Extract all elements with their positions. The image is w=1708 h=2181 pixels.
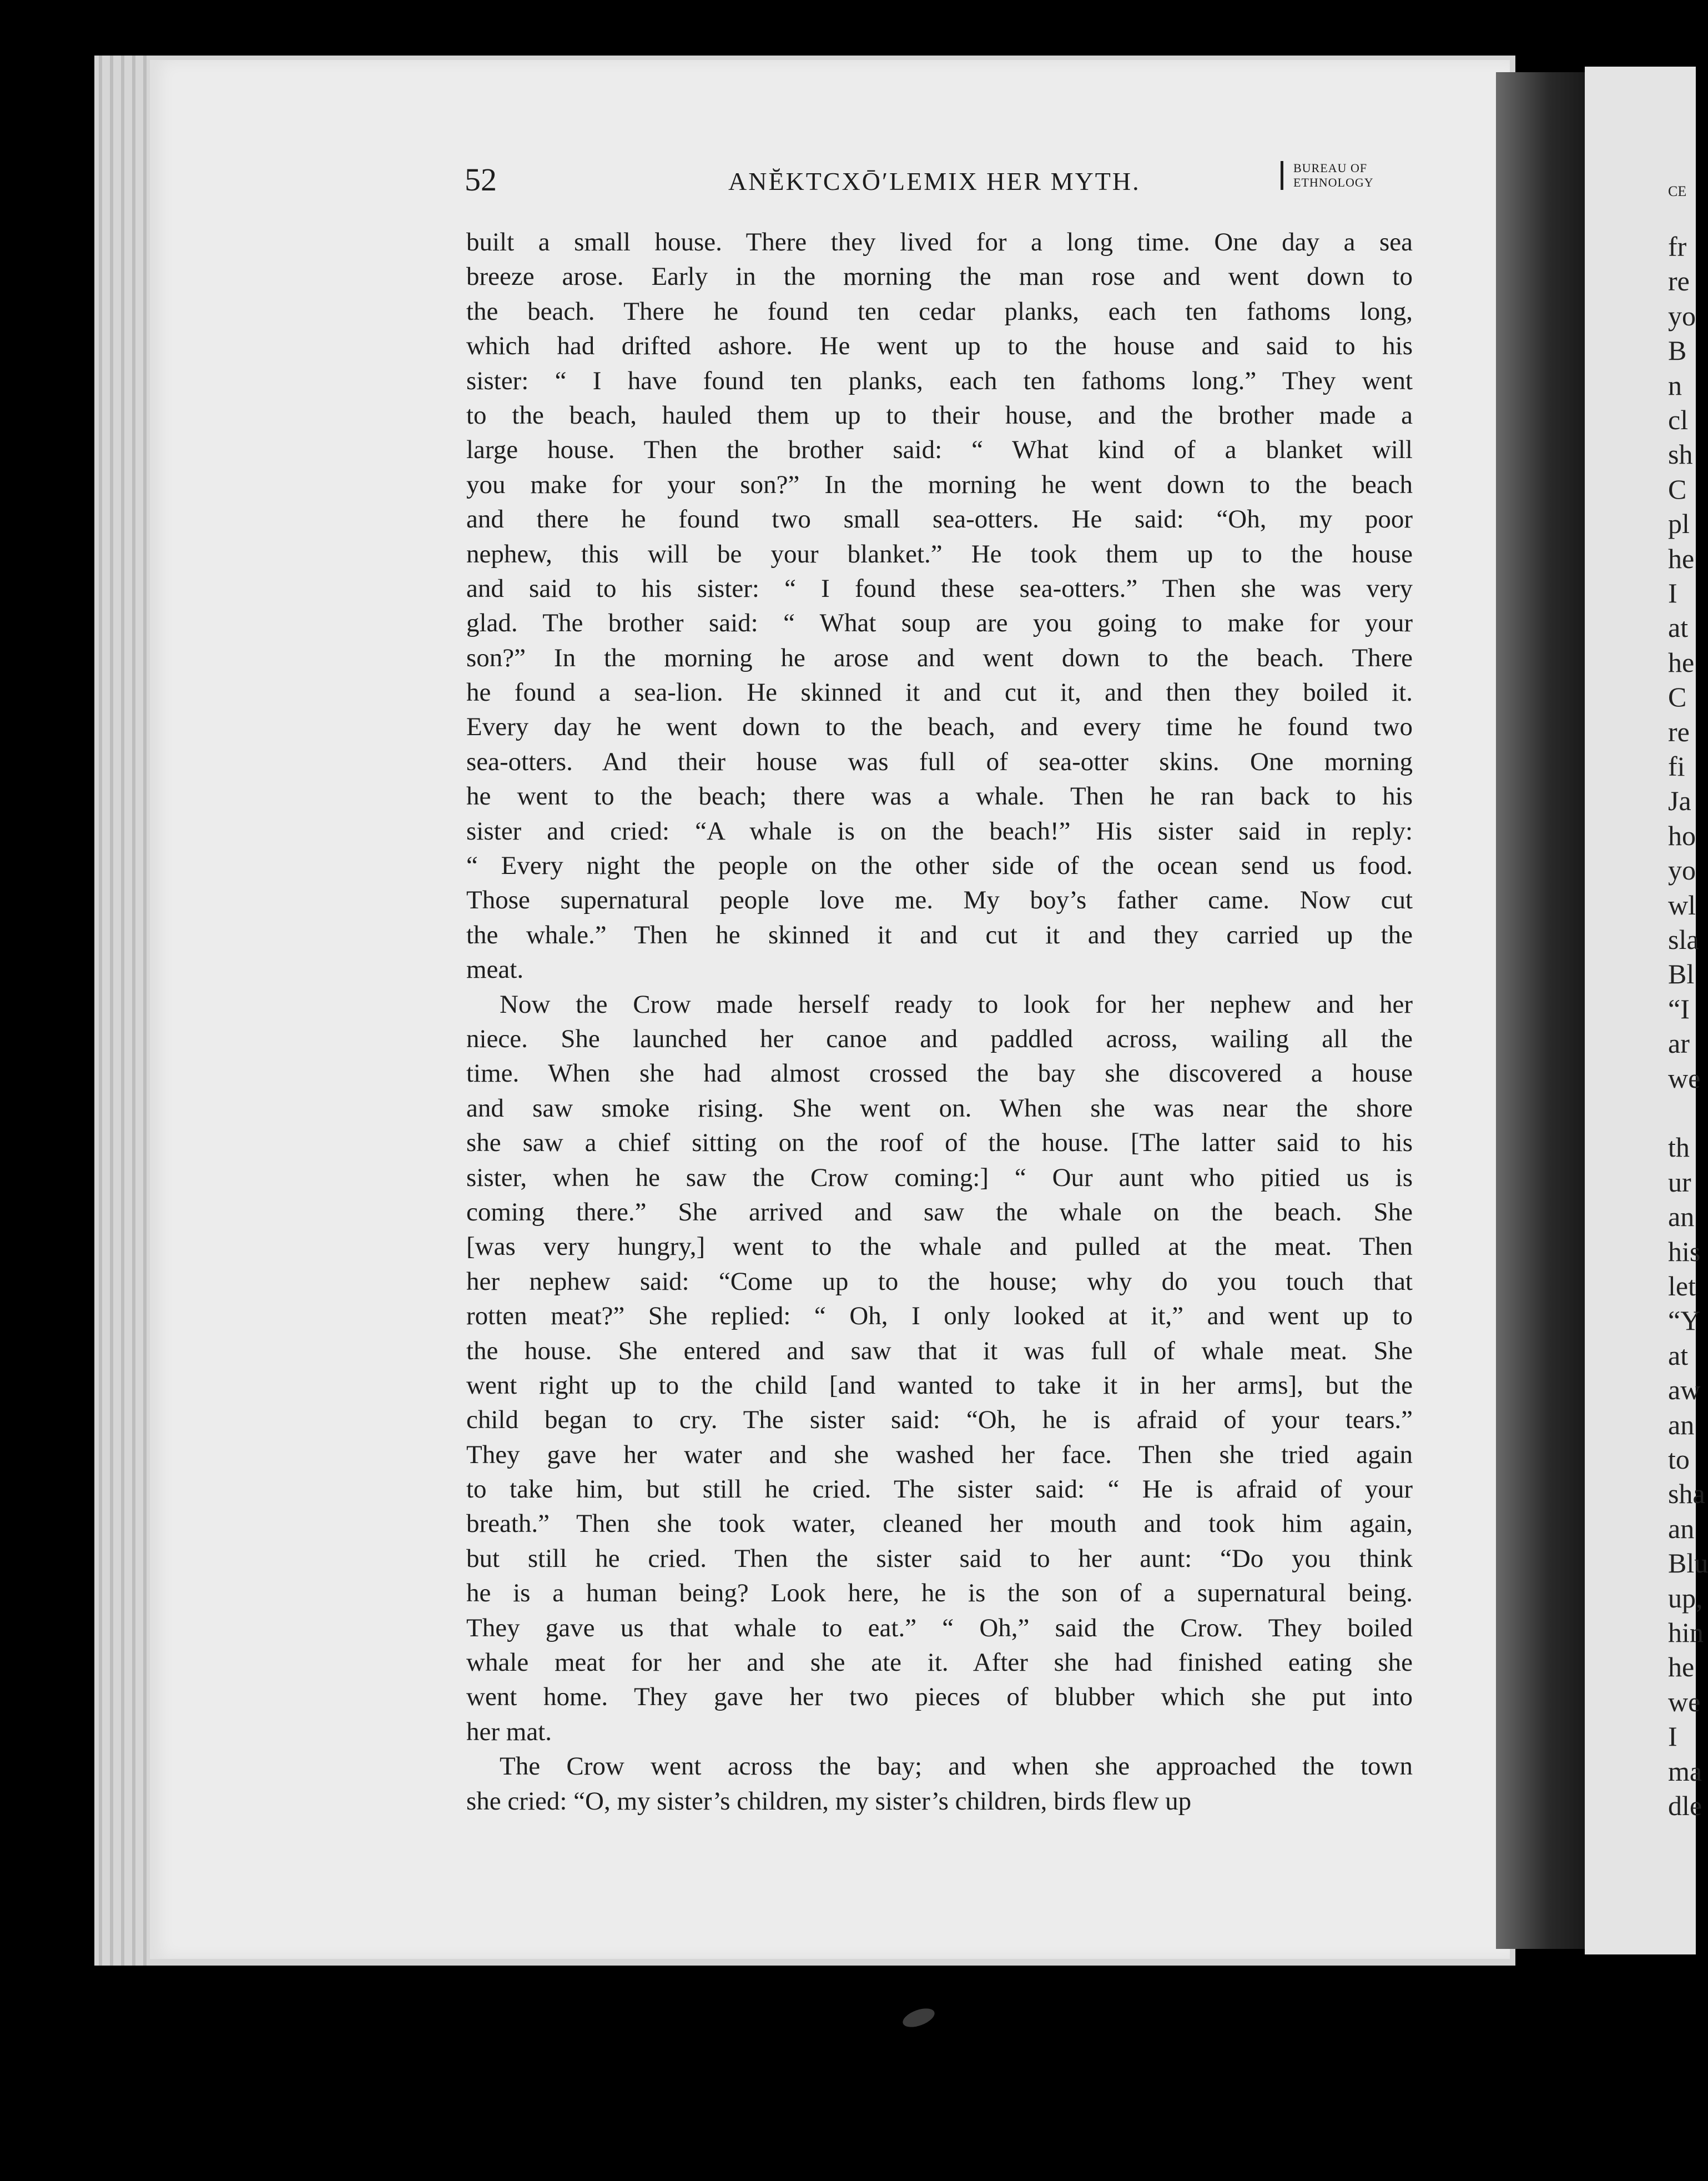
page-edge-line — [110, 56, 113, 1966]
facing-page-fragment: ma — [1668, 1755, 1702, 1787]
facing-page-fragment: sh — [1668, 439, 1693, 470]
facing-page-fragment: Blu — [1668, 1547, 1708, 1579]
text-line: meat. — [466, 955, 524, 984]
facing-page-fragment: re — [1668, 716, 1690, 747]
text-line: and there he found two small sea-otters. He said: “Oh, my poor — [466, 505, 1413, 534]
facing-page-fragment: at — [1668, 1339, 1689, 1371]
facing-page-fragment: ar — [1668, 1028, 1690, 1059]
text-line: “ Every night the people on the other side of the ocean send us food. — [466, 851, 1413, 881]
facing-page-fragment: I — [1668, 1721, 1677, 1752]
text-line: [was very hungry,] went to the whale and pulled at the meat. Then — [466, 1232, 1413, 1262]
facing-page-fragment: th — [1668, 1132, 1690, 1163]
facing-page-fragment: I — [1668, 577, 1677, 609]
text-line: he found a sea-lion. He skinned it and cut it, and then they boiled it. — [466, 678, 1413, 707]
text-line: her nephew said: “Come up to the house; why do you touch that — [466, 1267, 1413, 1296]
text-line: but still he cried. Then the sister said to her aunt: “Do you think — [466, 1544, 1413, 1573]
body-text — [466, 225, 1413, 1818]
facing-page-fragment: fr — [1668, 231, 1687, 262]
text-line: glad. The brother said: “ What soup are you going to make for your — [466, 609, 1413, 638]
facing-page-fragment: C — [1668, 681, 1687, 713]
text-line: went right up to the child [and wanted to take it in her arms], but the — [466, 1370, 1413, 1400]
facing-page-fragment: “I — [1668, 993, 1690, 1024]
facing-page-fragment: “Y — [1668, 1305, 1701, 1336]
text-line: sister and cried: “A whale is on the beach!” His sister said in reply: — [466, 816, 1413, 846]
ink-smudge — [900, 2005, 937, 2031]
facing-page-fragment: let — [1668, 1270, 1696, 1301]
text-line: The Crow went across the bay; and when she approached the town — [500, 1752, 1413, 1781]
text-line: and said to his sister: “ I found these sea-otters.” Then she was very — [466, 574, 1413, 603]
running-title: ANĔKTCXŌ′LEMIX HER MYTH. — [728, 167, 1141, 195]
text-line: the beach. There he found ten cedar planks, each ten fathoms long, — [466, 297, 1413, 326]
facing-page-fragment: B — [1668, 335, 1687, 366]
facing-page-fragment: ho — [1668, 820, 1696, 851]
text-line: sister, when he saw the Crow coming:] “ Our aunt who pitied us is — [466, 1163, 1413, 1192]
facing-page-fragment: CE — [1668, 183, 1687, 199]
text-line: nephew, this will be your blanket.” He took them up to the house — [466, 539, 1413, 569]
text-line: large house. Then the brother said: “ What kind of a blanket will — [466, 435, 1413, 465]
text-line: built a small house. There they lived for a long time. One day a sea — [466, 228, 1413, 257]
facing-page-fragment: pl — [1668, 508, 1690, 540]
text-line: Every day he went down to the beach, and every time he found two — [466, 712, 1413, 742]
text-line: he went to the beach; there was a whale. Then he ran back to his — [466, 782, 1413, 811]
facing-page-fragment: to — [1668, 1444, 1690, 1475]
text-line: child began to cry. The sister said: “Oh, he is afraid of your tears.” — [466, 1405, 1413, 1435]
facing-page-fragment: he — [1668, 542, 1695, 574]
text-line: and saw smoke rising. She went on. When she was near the shore — [466, 1093, 1413, 1123]
text-line: niece. She launched her canoe and paddled across, wailing all the — [466, 1024, 1413, 1053]
text-line: They gave her water and she washed her face. Then she tried again — [466, 1440, 1413, 1469]
text-line: sea-otters. And their house was full of sea-otter skins. One morning — [466, 747, 1413, 776]
text-line: to take him, but still he cried. The sister said: “ He is afraid of your — [466, 1475, 1413, 1504]
facing-page-fragment: at — [1668, 612, 1689, 644]
text-line: her mat. — [466, 1717, 552, 1746]
gutter-shadow — [1496, 72, 1585, 1949]
facing-page-fragment: an — [1668, 1201, 1695, 1233]
text-line: went home. They gave her two pieces of blubber which she put into — [466, 1682, 1413, 1712]
page-header — [465, 161, 1411, 211]
facing-page-fragment: wl — [1668, 889, 1696, 921]
facing-page-fragment: fi — [1668, 751, 1685, 782]
facing-page-fragment: sha — [1668, 1478, 1705, 1510]
text-line: you make for your son?” In the morning he went down to the beach — [466, 470, 1413, 499]
text-line: the house. She entered and saw that it was full of whale meat. She — [466, 1336, 1413, 1365]
facing-page-fragment: he — [1668, 1651, 1695, 1683]
facing-page-fragment: an — [1668, 1512, 1695, 1544]
text-line: time. When she had almost crossed the bay she discovered a house — [466, 1059, 1413, 1088]
facing-page-fragment: yo — [1668, 855, 1696, 886]
text-line: coming there.” She arrived and saw the whale on the beach. She — [466, 1197, 1413, 1227]
page-edge-line — [121, 56, 124, 1966]
page-edge-line — [143, 56, 147, 1966]
facing-page-fragment: his — [1668, 1235, 1701, 1267]
text-line: Now the Crow made herself ready to look for her nephew and her — [500, 989, 1413, 1019]
facing-page-fragment: aw — [1668, 1374, 1701, 1406]
text-line: he is a human being? Look here, he is the son of a supernatural being. — [466, 1579, 1413, 1608]
facing-page-fragment: yo — [1668, 300, 1696, 331]
facing-page-fragment: sla — [1668, 924, 1699, 955]
bureau-line-2: ETHNOLOGY — [1293, 175, 1374, 189]
text-line: son?” In the morning he arose and went down to the beach. There — [466, 643, 1413, 672]
page-number: 52 — [465, 162, 497, 198]
facing-page-fragment: we — [1668, 1686, 1701, 1717]
bureau-note — [1281, 161, 1374, 190]
text-line: the whale.” Then he skinned it and cut it and they carried up the — [466, 920, 1413, 949]
facing-page-fragment: he — [1668, 646, 1695, 678]
facing-page-fragment: hin — [1668, 1617, 1704, 1648]
text-line: she cried: “O, my sister’s children, my sister’s children, birds flew up — [466, 1786, 1192, 1816]
text-line: Those supernatural people love me. My boy’s father came. Now cut — [466, 886, 1413, 915]
text-line: breeze arose. Early in the morning the man rose and went down to — [466, 262, 1413, 292]
page-edge-line — [99, 56, 102, 1966]
facing-page — [1585, 67, 1708, 1954]
text-line: to the beach, hauled them up to their house, and the brother made a — [466, 400, 1413, 430]
page-edge-line — [132, 56, 135, 1966]
facing-page-fragment: C — [1668, 473, 1687, 505]
text-line: whale meat for her and she ate it. After she had finished eating she — [466, 1648, 1413, 1677]
facing-page-fragment: an — [1668, 1409, 1695, 1440]
facing-page-fragment: dle — [1668, 1790, 1702, 1821]
text-line: breath.” Then she took water, cleaned her mouth and took him again, — [466, 1509, 1413, 1539]
facing-page-fragment: ur — [1668, 1166, 1691, 1198]
bureau-line-1: BUREAU OF — [1293, 161, 1368, 175]
facing-page-fragment: cl — [1668, 404, 1689, 435]
facing-page-fragment: re — [1668, 265, 1690, 297]
text-line: which had drifted ashore. He went up to the house and said to his — [466, 331, 1413, 361]
facing-page-fragment: Bl — [1668, 958, 1695, 990]
text-line: she saw a chief sitting on the roof of the house. [The latter said to his — [466, 1128, 1413, 1158]
facing-page-fragment: n — [1668, 369, 1682, 401]
facing-page-fragment: we — [1668, 1062, 1701, 1094]
text-line: They gave us that whale to eat.” “ Oh,” said the Crow. They boiled — [466, 1613, 1413, 1642]
text-line: sister: “ I have found ten planks, each ten fathoms long.” They went — [466, 366, 1413, 395]
text-line: rotten meat?” She replied: “ Oh, I only looked at it,” and went up to — [466, 1301, 1413, 1331]
facing-page-fragment: Ja — [1668, 785, 1691, 817]
facing-page-fragment: up, — [1668, 1582, 1703, 1614]
